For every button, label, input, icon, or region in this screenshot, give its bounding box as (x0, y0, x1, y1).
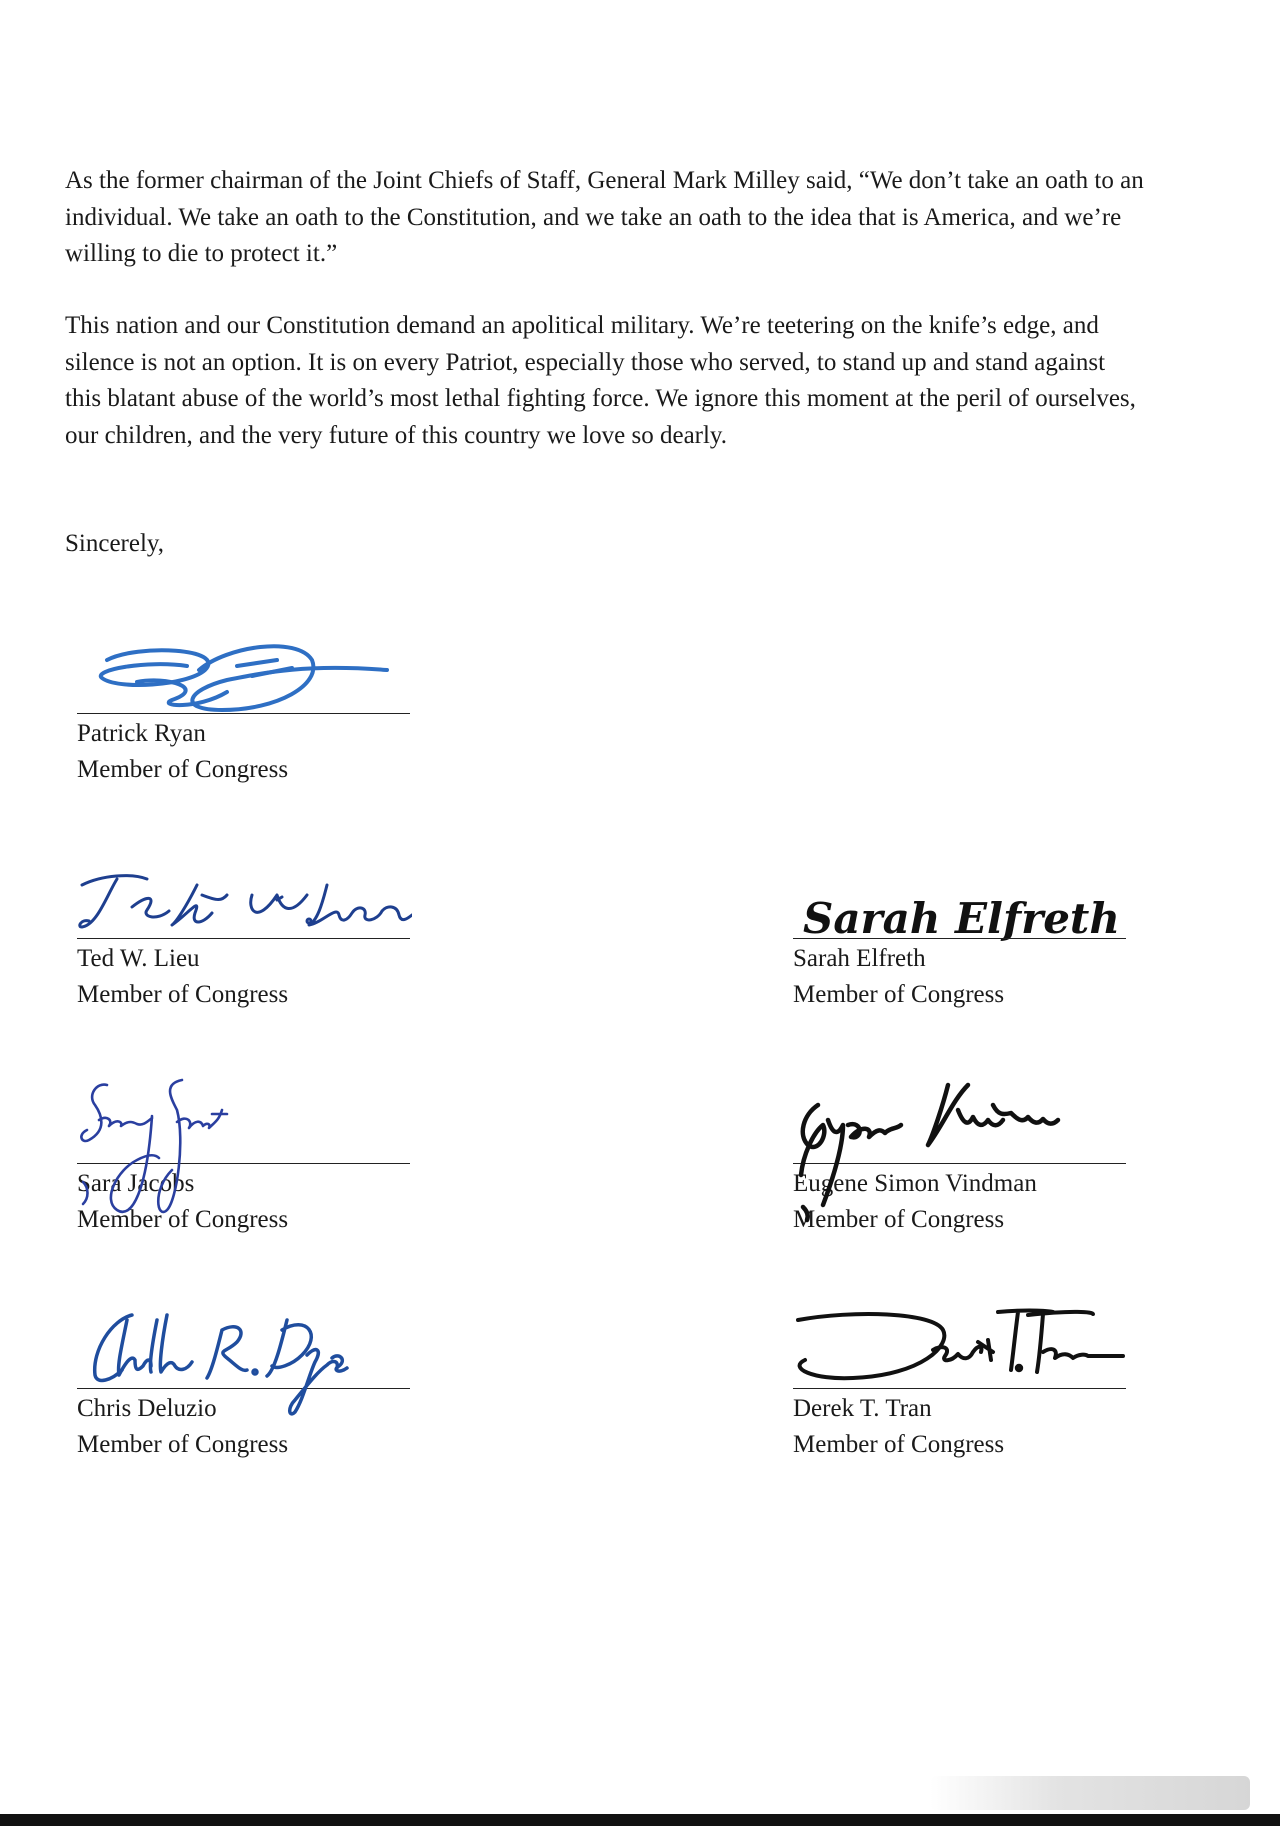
signatory-title: Member of Congress (77, 1206, 289, 1233)
signatory-name: Sarah Elfreth (793, 945, 926, 972)
signatory-name: Eugene Simon Vindman (793, 1170, 1037, 1197)
signature-chris-deluzio-image (77, 1300, 412, 1420)
signatory-name: Patrick Ryan (77, 720, 206, 747)
signatory-title: Member of Congress (793, 981, 1005, 1008)
signature-line (793, 938, 1126, 939)
signature-ink (801, 1085, 1058, 1220)
signatory-name: Sara Jacobs (77, 1170, 195, 1197)
signature-line (77, 938, 410, 939)
signatory-title: Member of Congress (77, 1431, 289, 1458)
signature-text: Sarah Elfreth (803, 894, 1120, 943)
closing-salutation: Sincerely, (65, 530, 165, 557)
signature-eugene-vindman-image (793, 1065, 1128, 1225)
signature-ink (81, 1080, 227, 1212)
footer-bar (0, 1814, 1280, 1826)
signature-sara-jacobs-image (77, 1070, 412, 1220)
signature-ink (80, 876, 412, 927)
body-paragraph: This nation and our Constitution demand an apolitical military. We’re teetering on the knife’s edge, and silence is not an option. It is on every Patriot, especially those who served, to stand up and stand against this blatant abuse of the world’s most lethal fighting force. We ignore this moment at the peril of ourselves, our children, and the very future of this country we love so dearly. (65, 312, 1136, 449)
signatory-title: Member of Congress (793, 1206, 1005, 1233)
signature-ink (95, 1315, 347, 1414)
signatory-name: Derek T. Tran (793, 1395, 932, 1422)
signature-ink (101, 646, 387, 710)
signature-ink (798, 1311, 1123, 1379)
signature-line (77, 713, 410, 714)
signatory-name: Ted W. Lieu (77, 945, 200, 972)
signatory-title: Member of Congress (77, 981, 289, 1008)
signatory-title: Member of Congress (793, 1431, 1005, 1458)
quote-paragraph: As the former chairman of the Joint Chiefs of Staff, General Mark Milley said, “We don’t take an oath to an individual. We take an oath to the Constitution, and we take an oath to the idea that is America, and we’re willing to die to protect it.” (65, 167, 1144, 267)
signatory-title: Member of Congress (77, 756, 289, 783)
signatory-name: Chris Deluzio (77, 1395, 217, 1422)
watermark-overlay (930, 1776, 1250, 1810)
signature-derek-tran-image (793, 1300, 1128, 1410)
